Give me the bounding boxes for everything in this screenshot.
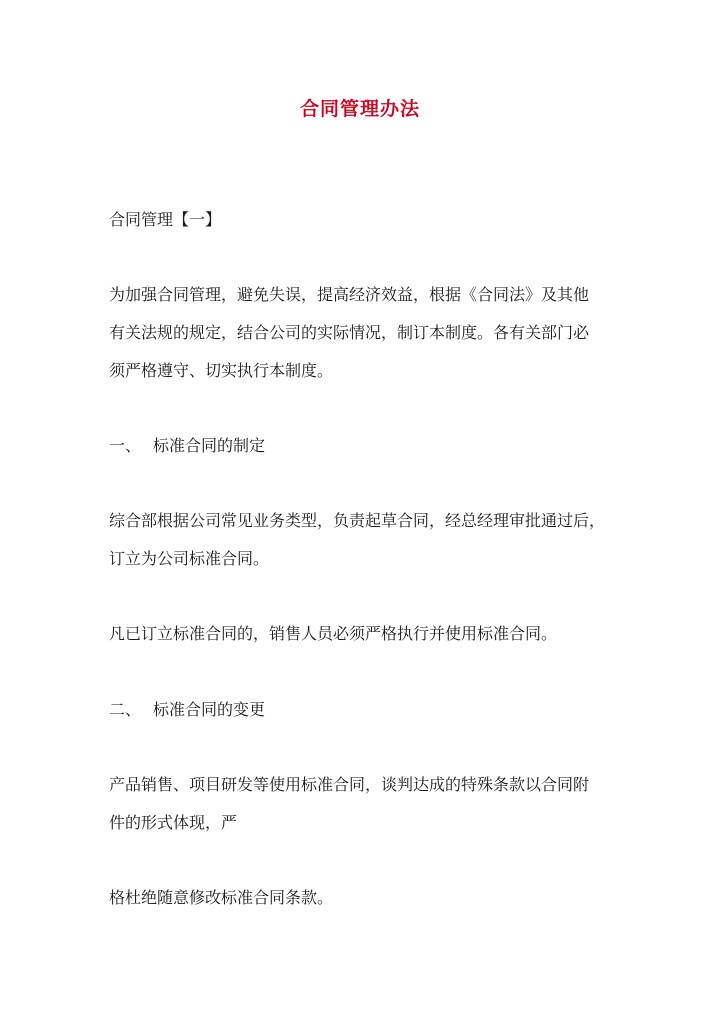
para3-line-2: 件的形式体现，严 [109,813,238,832]
para4-line-1: 格杜绝随意修改标准合同条款。 [109,888,334,907]
intro-line-2: 有关法规的规定，结合公司的实际情况，制订本制度。各有关部门必 [109,323,590,342]
heading-1 [109,436,619,456]
intro-line-3: 须严格遵守、切实执行本制度。 [109,361,334,380]
para3-line-1: 产品销售、项目研发等使用标准合同，谈判达成的特殊条款以合同附 [109,775,590,794]
heading-2-text: 标准合同的变更 [153,700,266,719]
heading-2-number: 二、 [109,700,142,719]
section-label: 合同管理【一】 [109,210,222,229]
para2-line-1: 凡已订立标准合同的，销售人员必须严格执行并使用标准合同。 [109,624,558,643]
document-title: 合同管理办法 [299,98,420,120]
heading-2 [109,700,619,720]
heading-1-number: 一、 [109,436,142,455]
heading-1-text: 标准合同的制定 [153,436,266,455]
para1-line-2: 订立为公司标准合同。 [109,549,270,568]
para1-line-1: 综合部根据公司常见业务类型，负责起草合同，经总经理审批通过后， [109,511,606,530]
intro-line-1: 为加强合同管理，避免失误，提高经济效益，根据《合同法》及其他 [109,285,590,304]
